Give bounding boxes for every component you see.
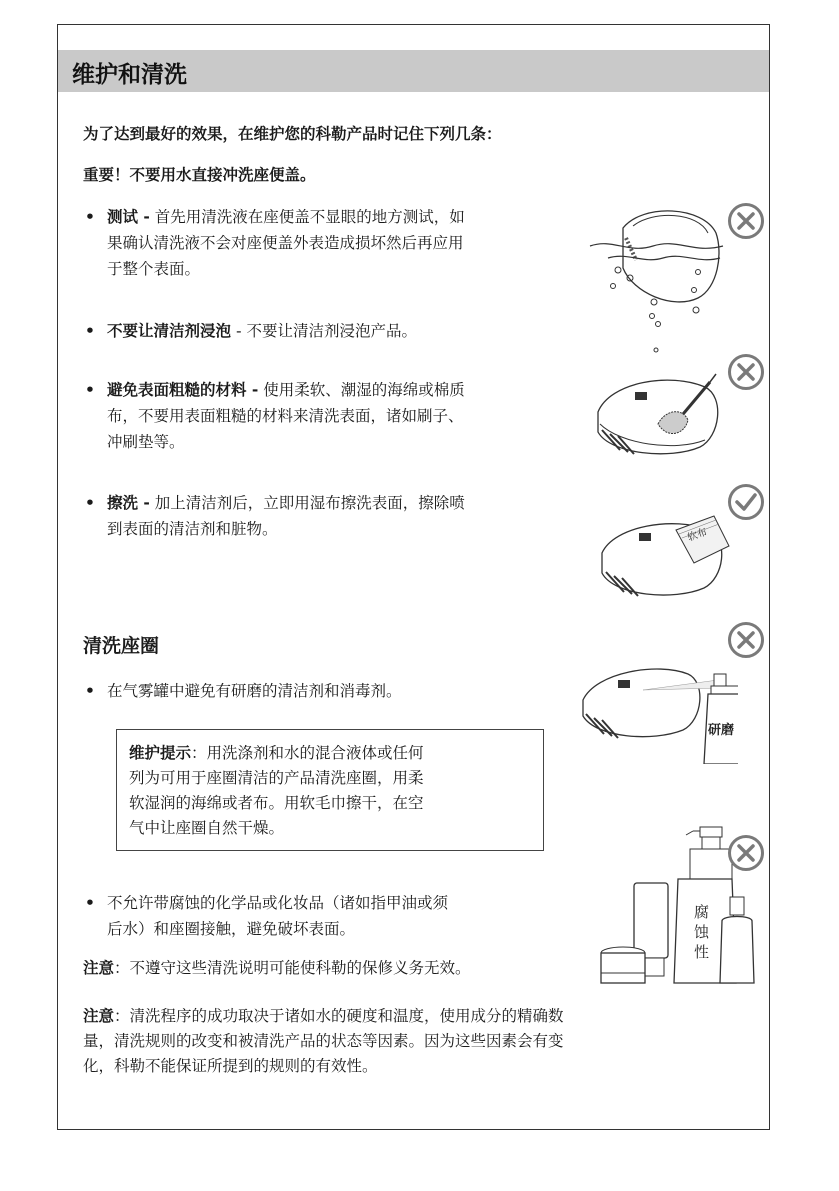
bullet-text: - 不要让清洁剂浸泡产品。 <box>235 322 417 340</box>
bullet-text: 不允许带腐蚀的化学品或化妆品（诸如指甲油或须 <box>107 894 449 912</box>
bullet-text: 果确认清洗液不会对座便盖外表造成损坏然后再应用 <box>107 234 464 252</box>
x-mark-icon <box>727 202 765 240</box>
bullet-bold: 测试 - <box>107 208 150 226</box>
lid-spray-illustration <box>578 652 738 764</box>
x-mark-icon <box>727 834 765 872</box>
bottle-label-char: 蚀 <box>694 923 710 941</box>
cloth-label: 软布 <box>686 526 709 544</box>
bullet-aerosol <box>83 678 402 704</box>
bullet-text: 冲刷垫等。 <box>107 433 185 451</box>
check-mark-icon <box>727 483 765 521</box>
maintenance-tip-box <box>116 729 544 851</box>
bullet-bold: 避免表面粗糙的材料 - <box>107 381 259 399</box>
tip-text: 软湿润的海绵或者布。用软毛巾擦干，在空 <box>129 794 424 812</box>
intro-line-2: 重要！不要用水直接冲洗座便盖。 <box>83 166 316 184</box>
tip-bold: 维护提示 <box>129 744 192 762</box>
spray-label: 研磨 <box>708 723 735 738</box>
bullet-dot: • <box>85 322 95 340</box>
bullet-dot: • <box>85 682 95 700</box>
bullet-text: 后水）和座圈接触，避免破坏表面。 <box>107 920 356 938</box>
bullet-corrosive <box>83 890 448 942</box>
section-title: 清洗座圈 <box>83 635 160 657</box>
note-label: 注意 <box>83 959 115 977</box>
lid-in-water-illustration <box>588 198 728 358</box>
bullet-wipe <box>83 490 465 542</box>
page-title: 维护和清洗 <box>72 62 187 88</box>
bullet-text: 在气雾罐中避免有研磨的清洁剂和消毒剂。 <box>107 682 402 700</box>
bottle-label-char: 性 <box>694 943 710 961</box>
bullet-text: 布，不要用表面粗糙的材料来清洗表面，诸如刷子、 <box>107 407 464 425</box>
lid-brush-illustration <box>590 362 730 462</box>
bullet-bold: 不要让清洁剂浸泡 <box>107 322 232 340</box>
bullet-text: 到表面的清洁剂和脏物。 <box>107 520 278 538</box>
note-text: 化，科勒不能保证所提到的规则的有效性。 <box>83 1057 378 1075</box>
bullet-dot: • <box>85 208 95 226</box>
tip-text: 列为可用于座圈清洁的产品清洗座圈，用柔 <box>129 769 424 787</box>
bottle-label-char: 腐 <box>694 903 710 921</box>
x-mark-icon <box>727 353 765 391</box>
bullet-dot: • <box>85 494 95 512</box>
note-1 <box>83 956 471 981</box>
note-text: ：清洗程序的成功取决于诸如水的硬度和温度，使用成分的精确数 <box>114 1007 564 1025</box>
x-mark-icon <box>727 621 765 659</box>
note-text: ：不遵守这些清洗说明可能使科勒的保修义务无效。 <box>114 959 471 977</box>
bullet-bold: 擦洗 - <box>107 494 150 512</box>
bullet-dot: • <box>85 894 95 912</box>
note-label: 注意 <box>83 1007 115 1025</box>
bullet-test <box>83 204 465 282</box>
bullet-text: 加上清洁剂后，立即用湿布擦洗表面，擦除喷 <box>154 494 465 512</box>
note-text: 量，清洗规则的改变和被清洗产品的状态等因素。因为这些因素会有变 <box>83 1032 564 1050</box>
bullet-dot: • <box>85 381 95 399</box>
intro-line-1: 为了达到最好的效果，在维护您的科勒产品时记住下列几条： <box>83 125 502 143</box>
bullet-text: 使用柔软、潮湿的海绵或棉质 <box>263 381 465 399</box>
bullet-avoid-rough <box>83 377 465 455</box>
tip-text: 气中让座圈自然干燥。 <box>129 819 285 837</box>
lid-cloth-illustration <box>594 508 734 603</box>
note-2 <box>83 1004 564 1079</box>
bullet-no-soak <box>83 318 417 344</box>
bullet-text: 首先用清洗液在座便盖不显眼的地方测试，如 <box>154 208 465 226</box>
bullet-text: 于整个表面。 <box>107 260 201 278</box>
tip-text: ：用洗涤剂和水的混合液体或任何 <box>191 744 424 762</box>
